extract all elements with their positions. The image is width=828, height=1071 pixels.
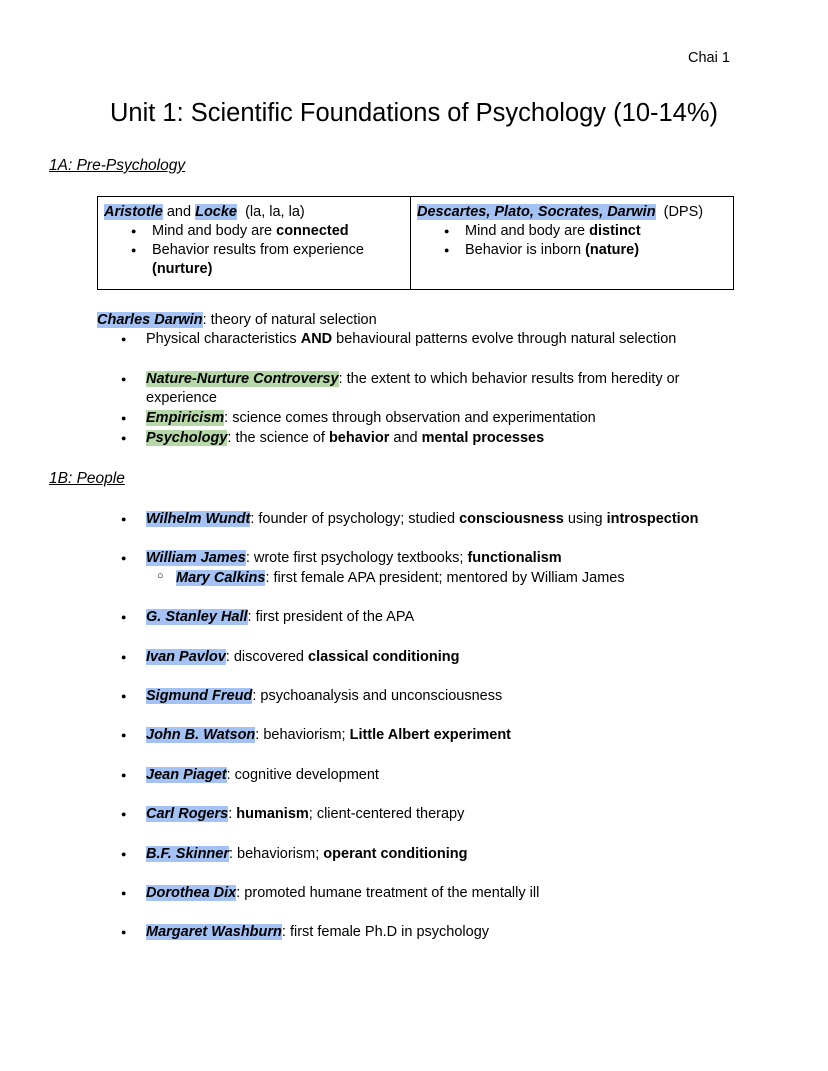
list-item: ● Behavior results from experience (nurture) [104, 241, 404, 279]
name-wundt: Wilhelm Wundt [146, 511, 251, 527]
list-item: ● Mind and body are connected [104, 222, 404, 241]
page-header-label: Chai 1 [688, 50, 730, 66]
list-item: G. Stanley Hall: first president of the APA [146, 609, 415, 625]
list-item: William James: wrote first psychology textbooks; functionalism [146, 550, 562, 566]
list-item: Physical characteristics AND behavioural patterns evolve through natural selection [146, 331, 677, 347]
list-item: Margaret Washburn: first female Ph.D in psychology [146, 924, 490, 940]
list-item: Psychology: the science of behavior and mental processes [146, 430, 545, 446]
comparison-table [97, 196, 734, 290]
term-empiricism: Empiricism [146, 410, 225, 426]
bullet-icon: ● [121, 413, 127, 423]
table-cell-descartes-plato [411, 197, 733, 289]
name-pavlov: Ivan Pavlov [146, 649, 226, 665]
darwin-line: Charles Darwin: theory of natural selection [97, 312, 377, 328]
section-heading-1a: 1A: Pre-Psychology [49, 157, 186, 174]
bullet-icon: ● [121, 849, 127, 859]
list-item: Carl Rogers: humanism; client-centered therapy [146, 806, 465, 822]
name-charles-darwin: Charles Darwin [97, 312, 203, 328]
list-item: John B. Watson: behaviorism; Little Albert experiment [146, 727, 512, 743]
bullet-icon: ● [121, 888, 127, 898]
term-psychology: Psychology [146, 430, 228, 446]
bullet-icon: ● [121, 770, 127, 780]
name-freud: Sigmund Freud [146, 688, 253, 704]
name-dix: Dorothea Dix [146, 885, 237, 901]
left-tag: (la, la, la) [245, 204, 305, 220]
right-tag: (DPS) [663, 204, 704, 220]
list-item: Nature-Nurture Controversy: the extent to which behavior results from heredity or experience [146, 371, 680, 406]
list-item: Mary Calkins: first female APA president; mentored by William James [176, 570, 625, 586]
page-title: Unit 1: Scientific Foundations of Psychology (10-14%) [109, 99, 719, 127]
list-item: ● Mind and body are distinct [417, 222, 727, 241]
bullet-icon: ● [121, 691, 127, 701]
list-item: Dorothea Dix: promoted humane treatment of the mentally ill [146, 885, 540, 901]
list-item: Empiricism: science comes through observation and experimentation [146, 410, 596, 426]
names-dps: Descartes, Plato, Socrates, Darwin [417, 204, 656, 220]
bullet-icon: ● [121, 730, 127, 740]
name-skinner: B.F. Skinner [146, 846, 229, 862]
bullet-icon: ● [121, 433, 127, 443]
bullet-icon: ● [121, 652, 127, 662]
bullet-icon: ● [121, 553, 127, 563]
bullet-icon: ● [121, 927, 127, 937]
bullet-icon: ● [121, 612, 127, 622]
list-item: Ivan Pavlov: discovered classical conditioning [146, 649, 460, 665]
name-washburn: Margaret Washburn [146, 924, 282, 940]
list-item: ● Behavior is inborn (nature) [417, 241, 727, 260]
name-locke: Locke [195, 204, 238, 220]
name-hall: G. Stanley Hall [146, 609, 248, 625]
name-james: William James [146, 550, 246, 566]
list-item: Wilhelm Wundt: founder of psychology; studied consciousness using introspection [146, 511, 699, 527]
name-calkins: Mary Calkins [176, 570, 266, 586]
section-heading-1b: 1B: People [49, 470, 125, 487]
bullet-icon: ● [121, 374, 127, 384]
bullet-icon: ● [121, 514, 127, 524]
name-watson: John B. Watson [146, 727, 256, 743]
sub-bullet-icon: ○ [157, 570, 164, 582]
name-rogers: Carl Rogers [146, 806, 229, 822]
list-item: Jean Piaget: cognitive development [146, 767, 379, 783]
term-nature-nurture: Nature-Nurture Controversy [146, 371, 339, 387]
bullet-icon: ● [121, 809, 127, 819]
list-item: B.F. Skinner: behaviorism; operant conditioning [146, 846, 468, 862]
name-piaget: Jean Piaget [146, 767, 227, 783]
and-word: and [166, 204, 192, 220]
name-aristotle: Aristotle [104, 204, 163, 220]
table-cell-aristotle-locke [98, 197, 411, 289]
list-item: Sigmund Freud: psychoanalysis and unconsciousness [146, 688, 503, 704]
bullet-icon: ● [121, 334, 127, 344]
